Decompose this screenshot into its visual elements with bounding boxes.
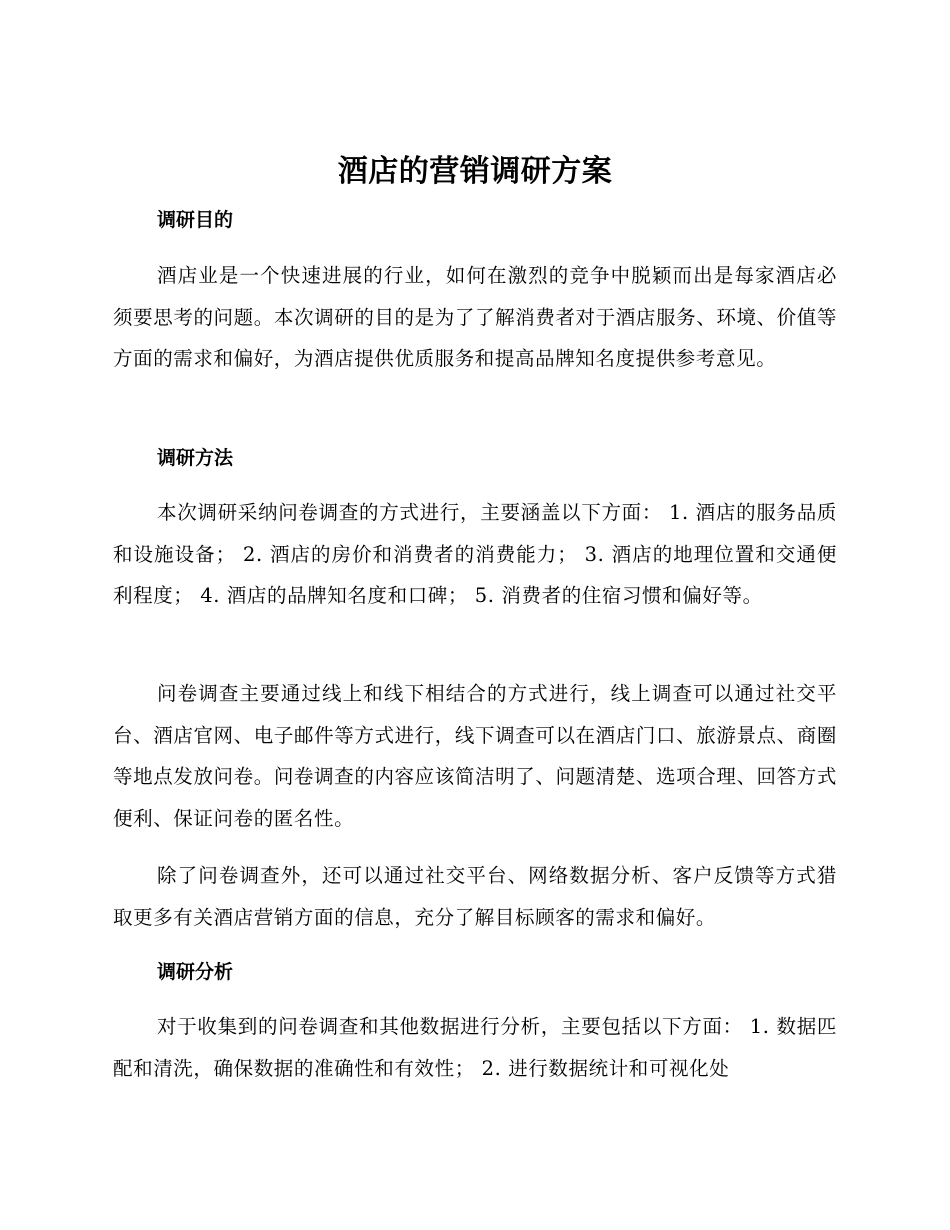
paragraph-analysis: 对于收集到的问卷调查和其他数据进行分析，主要包括以下方面： 1. 数据匹配和清洗，确保数据的准确性和有效性； 2. 进行数据统计和可视化处 [113,1015,837,1080]
section-heading-method: 调研方法 [157,447,234,469]
paragraph-method-3: 除了问卷调查外，还可以通过社交平台、网络数据分析、客户反馈等方式猎取更多有关酒店营销方面的信息，充分了解目标顾客的需求和偏好。 [113,864,837,929]
paragraph-method-2: 问卷调查主要通过线上和线下相结合的方式进行，线上调查可以通过社交平台、酒店官网、电子邮件等方式进行，线下调查可以在酒店门口、旅游景点、商圈等地点发放问卷。问卷调查的内容应该简洁明了、问题清楚、选项合理、回答方式便利、保证问卷的匿名性。 [113,682,837,830]
section-heading-purpose: 调研目的 [157,209,234,231]
paragraph-method-1: 本次调研采纳问卷调查的方式进行，主要涵盖以下方面： 1. 酒店的服务品质和设施设备； 2. 酒店的房价和消费者的消费能力； 3. 酒店的地理位置和交通便利程度； 4. 酒店的品牌知名度和口碑； 5. 消费者的住宿习惯和偏好等。 [113,501,837,607]
document-title: 酒店的营销调研方案 [337,154,613,189]
paragraph-purpose: 酒店业是一个快速进展的行业，如何在激烈的竞争中脱颖而出是每家酒店必须要思考的问题。本次调研的目的是为了了解消费者对于酒店服务、环境、价值等方面的需求和偏好，为酒店提供优质服务和提高品牌知名度提供参考意见。 [113,264,837,370]
section-heading-analysis: 调研分析 [157,961,234,983]
